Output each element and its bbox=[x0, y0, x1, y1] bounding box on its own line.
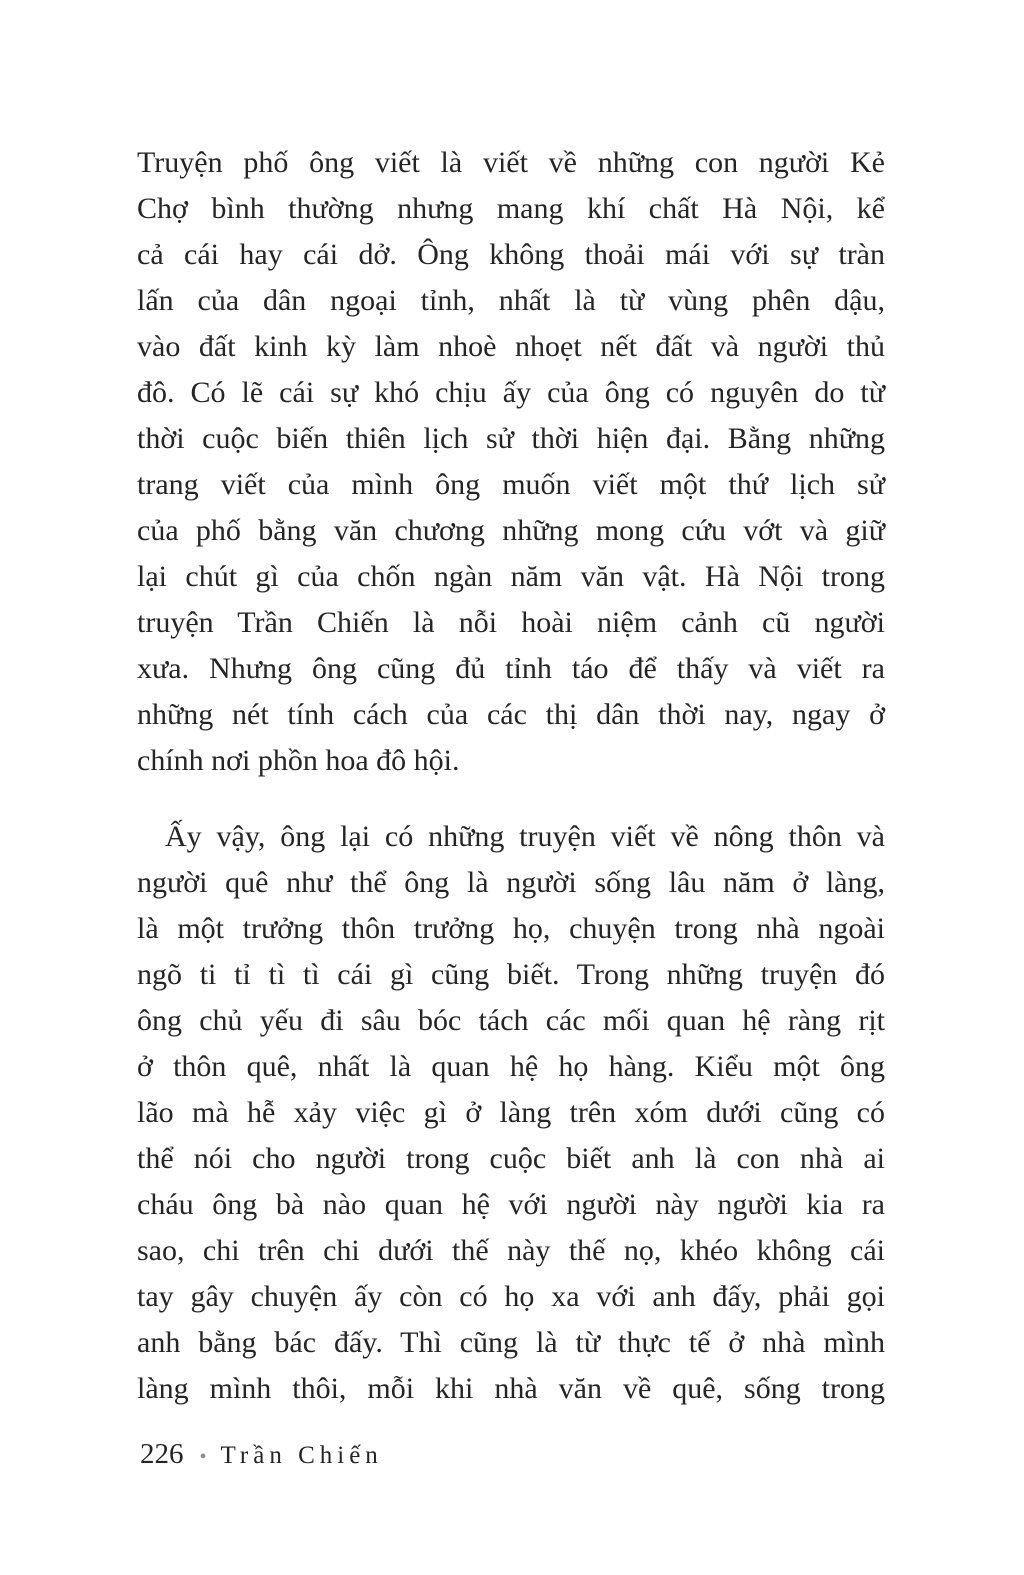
body-text bbox=[137, 140, 885, 1412]
footer-bullet-icon: • bbox=[199, 1446, 207, 1468]
text-line: lão mà hễ xảy việc gì ở làng trên xóm dưới cũng có bbox=[137, 1096, 885, 1129]
text-line: đô. Có lẽ cái sự khó chịu ấy của ông có nguyên do từ bbox=[137, 376, 885, 409]
text-line: sao, chi trên chi dưới thế này thế nọ, khéo không cái bbox=[137, 1234, 885, 1267]
text-line: thời cuộc biến thiên lịch sử thời hiện đại. Bằng những bbox=[137, 422, 885, 455]
text-line: trang viết của mình ông muốn viết một thứ lịch sử bbox=[137, 468, 885, 501]
text-line: thể nói cho người trong cuộc biết anh là con nhà ai bbox=[137, 1142, 885, 1175]
text-line: cả cái hay cái dở. Ông không thoải mái với sự tràn bbox=[137, 238, 885, 271]
text-line: vào đất kinh kỳ làm nhoè nhoẹt nết đất và người thủ bbox=[137, 330, 885, 363]
text-line: xưa. Nhưng ông cũng đủ tỉnh táo để thấy và viết ra bbox=[137, 652, 885, 685]
text-line: lấn của dân ngoại tỉnh, nhất là từ vùng phên dậu, bbox=[137, 284, 885, 317]
text-line: ngõ ti tỉ tì tì cái gì cũng biết. Trong những truyện đó bbox=[137, 958, 885, 991]
text-line: chính nơi phồn hoa đô hội. bbox=[137, 744, 460, 777]
text-line: Ấy vậy, ông lại có những truyện viết về nông thôn và bbox=[165, 820, 885, 853]
text-line: ông chủ yếu đi sâu bóc tách các mối quan hệ ràng rịt bbox=[137, 1004, 885, 1037]
text-line: anh bằng bác đấy. Thì cũng là từ thực tế ở nhà mình bbox=[137, 1326, 885, 1359]
text-line: lại chút gì của chốn ngàn năm văn vật. Hà Nội trong bbox=[137, 560, 885, 593]
text-line: làng mình thôi, mỗi khi nhà văn về quê, sống trong bbox=[137, 1372, 885, 1405]
page-number: 226 bbox=[140, 1438, 184, 1470]
text-line: Chợ bình thường nhưng mang khí chất Hà Nội, kể bbox=[137, 192, 885, 225]
text-line: người quê như thể ông là người sống lâu năm ở làng, bbox=[137, 866, 885, 899]
text-line: là một trưởng thôn trưởng họ, chuyện trong nhà ngoài bbox=[137, 912, 885, 945]
text-line: Truyện phố ông viết là viết về những con người Kẻ bbox=[137, 146, 885, 179]
paragraph-2 bbox=[137, 814, 885, 1412]
paragraph-1 bbox=[137, 140, 885, 784]
text-line: cháu ông bà nào quan hệ với người này người kia ra bbox=[137, 1188, 885, 1221]
text-line: truyện Trần Chiến là nỗi hoài niệm cảnh cũ người bbox=[137, 606, 885, 639]
page-footer bbox=[140, 1438, 383, 1471]
text-line: tay gây chuyện ấy còn có họ xa với anh đấy, phải gọi bbox=[137, 1280, 885, 1313]
text-line: những nét tính cách của các thị dân thời nay, ngay ở bbox=[137, 698, 885, 731]
text-line: của phố bằng văn chương những mong cứu vớt và giữ bbox=[137, 514, 885, 547]
text-line: ở thôn quê, nhất là quan hệ họ hàng. Kiểu một ông bbox=[137, 1050, 885, 1083]
running-header-author: Trần Chiến bbox=[220, 1442, 383, 1469]
